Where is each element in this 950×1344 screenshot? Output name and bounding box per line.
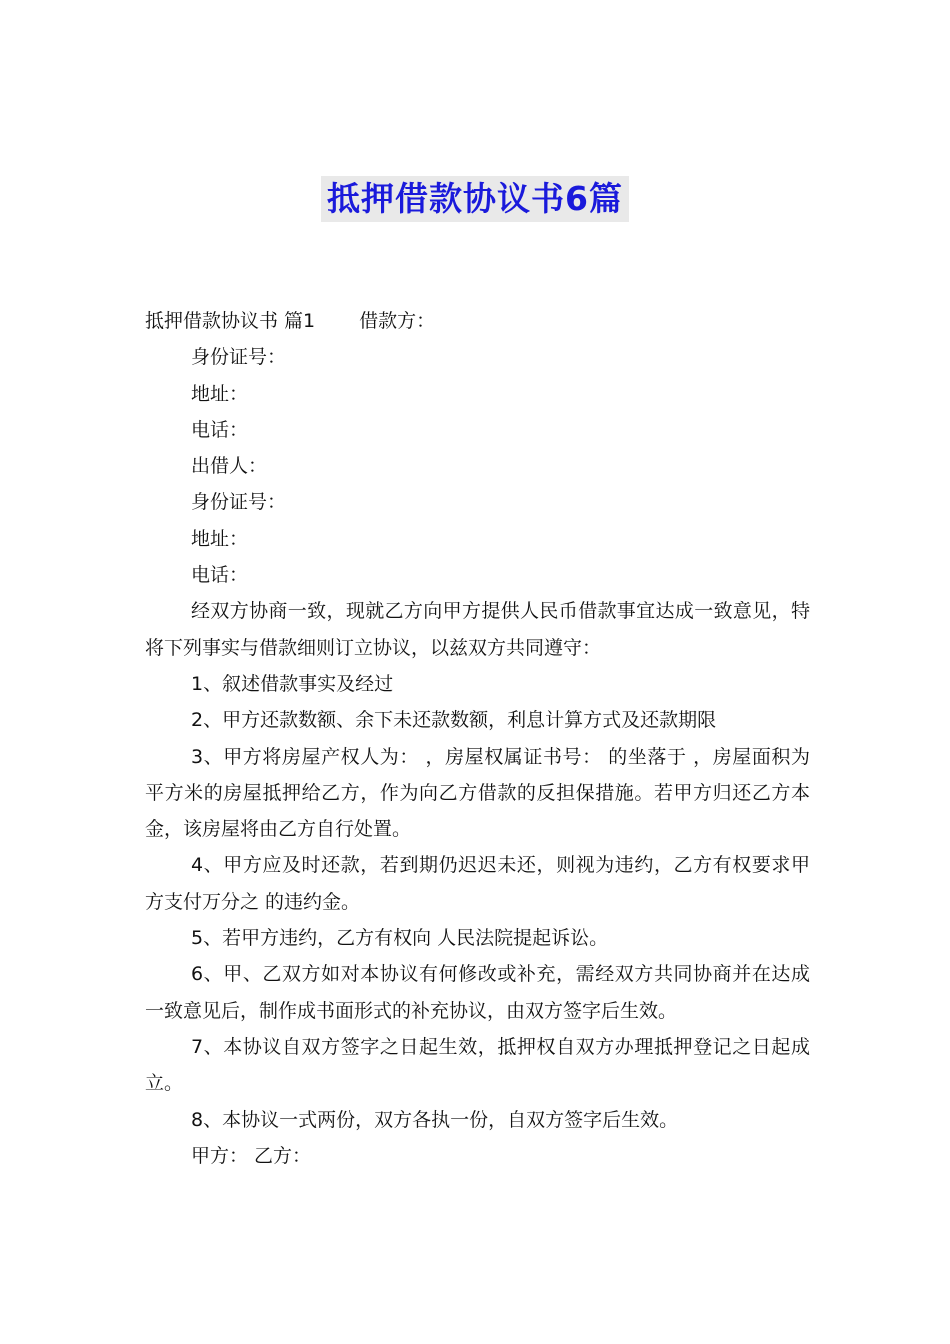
document-body xyxy=(145,303,810,1174)
lender-address-line: 地址： xyxy=(191,527,249,550)
lender-label: 出借人： xyxy=(191,455,268,478)
borrower-phone-line: 电话： xyxy=(191,418,249,441)
clause-6: 6、甲、乙双方如对本协议有何修改或补充，需经双方共同协商并在达成一致意见后，制作成书面形式的补充协议，由双方签字后生效。 xyxy=(145,963,810,1022)
clause-7: 7、本协议自双方签字之日起生效，抵押权自双方办理抵押登记之日起成立。 xyxy=(145,1035,810,1095)
section-heading: 抵押借款协议书 篇1 xyxy=(145,310,316,332)
document-title: 抵押借款协议书6篇 xyxy=(321,176,629,222)
signature-line: 甲方： 乙方： xyxy=(191,1144,312,1167)
clause-1: 1、叙述借款事实及经过 xyxy=(191,672,394,695)
clause-8: 8、本协议一式两份，双方各执一份，自双方签字后生效。 xyxy=(191,1108,679,1131)
clause-3: 3、甲方将房屋产权人为： ，房屋权属证书号： 的坐落于 ，房屋面积为 平方米的房屋抵押给乙方，作为向乙方借款的反担保措施。若甲方归还乙方本金，该房屋将由乙方自行处置。 xyxy=(145,745,810,841)
lender-id-line: 身份证号： xyxy=(191,491,287,514)
borrower-label: 借款方： xyxy=(359,310,436,332)
intro-paragraph: 经双方协商一致，现就乙方向甲方提供人民币借款事宜达成一致意见，特将下列事实与借款细则订立协议，以兹双方共同遵守： xyxy=(145,600,810,659)
clause-2: 2、甲方还款数额、余下未还款数额，利息计算方式及还款期限 xyxy=(191,709,717,732)
clause-4: 4、甲方应及时还款，若到期仍迟迟未还，则视为违约，乙方有权要求甲方支付万分之 的违约金。 xyxy=(145,854,810,913)
borrower-address-line: 地址： xyxy=(191,382,249,405)
borrower-id-line: 身份证号： xyxy=(191,346,287,369)
clause-5: 5、若甲方违约，乙方有权向 人民法院提起诉讼。 xyxy=(191,927,609,950)
first-line xyxy=(145,303,810,339)
lender-phone-line: 电话： xyxy=(191,564,249,587)
title-container xyxy=(0,176,950,222)
